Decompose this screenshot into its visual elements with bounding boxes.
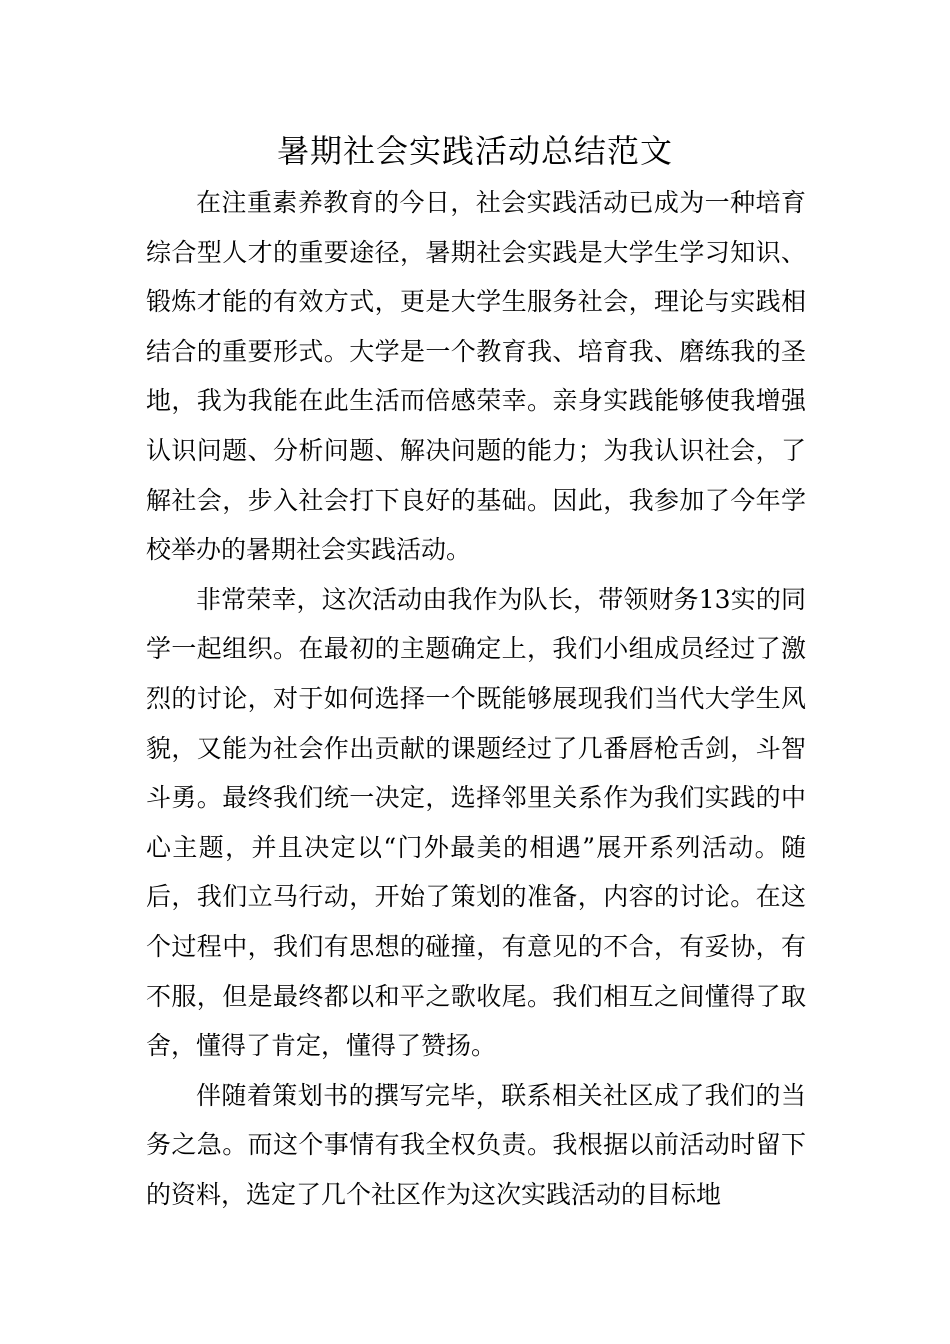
paragraph-2: 非常荣幸，这次活动由我作为队长，带领财务13实的同学一起组织。在最初的主题确定上，我们小组成员经过了激烈的讨论，对于如何选择一个既能够展现我们当代大学生风貌，又能为社会作出贡献的课题经过了几番唇枪舌剑，斗智斗勇。最终我们统一决定，选择邻里关系作为我们实践的中心主题，并且决定以“门外最美的相遇”展开系列活动。随后，我们立马行动，开始了策划的准备，内容的讨论。在这个过程中，我们有思想的碰撞，有意见的不合，有妥协，有不服，但是最终都以和平之歌收尾。我们相互之间懂得了取舍，懂得了肯定，懂得了赞扬。 bbox=[146, 584, 806, 1061]
document-body bbox=[146, 178, 806, 1219]
paragraph-1: 在注重素养教育的今日，社会实践活动已成为一种培育综合型人才的重要途径，暑期社会实践是大学生学习知识、锻炼才能的有效方式，更是大学生服务社会，理论与实践相结合的重要形式。大学是一个教育我、培育我、磨练我的圣地，我为我能在此生活而倍感荣幸。亲身实践能够使我增强认识问题、分析问题、解决问题的能力；为我认识社会，了解社会，步入社会打下良好的基础。因此，我参加了今年学校举办的暑期社会实践活动。 bbox=[146, 188, 806, 565]
paragraph-3: 伴随着策划书的撰写完毕，联系相关社区成了我们的当务之急。而这个事情有我全权负责。我根据以前活动时留下的资料，选定了几个社区作为这次实践活动的目标地 bbox=[146, 1080, 806, 1209]
document-title: 暑期社会实践活动总结范文 bbox=[276, 132, 673, 170]
